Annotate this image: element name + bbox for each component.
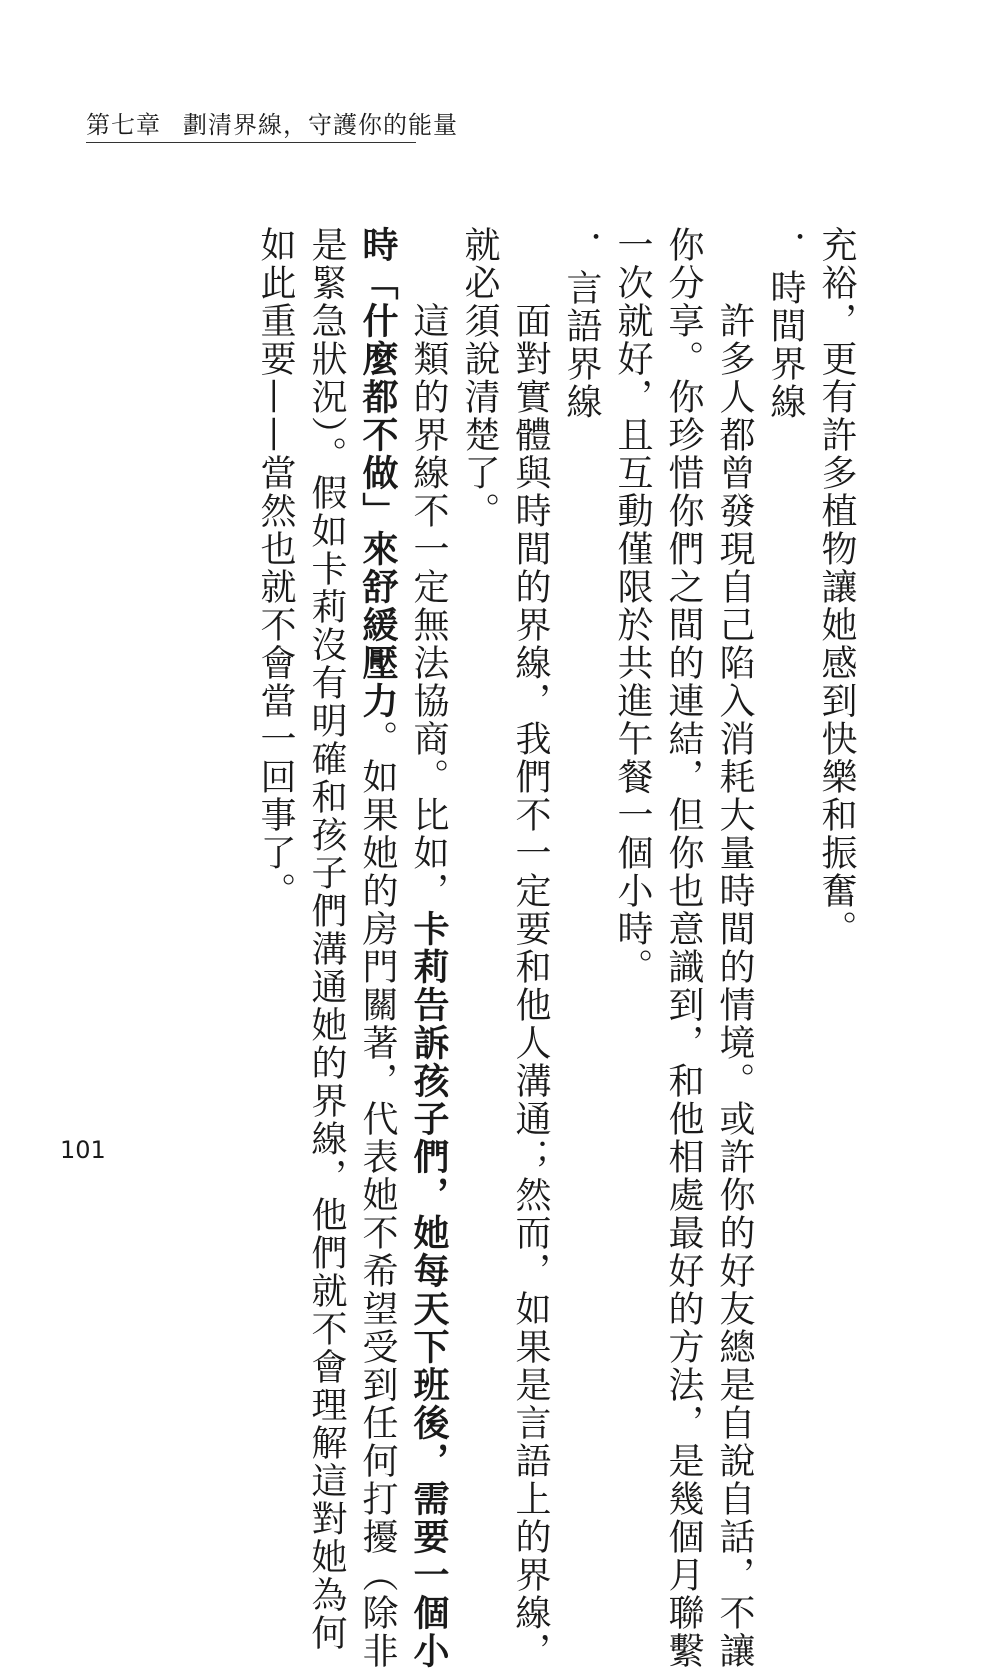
paragraph-line: 充裕，更有許多植物讓她感到快樂和振奮。 xyxy=(816,226,857,948)
paragraph-line xyxy=(403,226,454,1670)
paragraph-line: 如此重要——當然也就不會當一回事了。 xyxy=(255,226,296,910)
indent xyxy=(408,226,449,302)
paragraph-text: 面對實體與時間的界線，我們不一定要和他人溝通；然而，如果是言語上的界線， xyxy=(510,302,551,1670)
paragraph-text: 許多人都曾發現自己陷入消耗大量時間的情境。或許你的好友總是自說自話，不讓 xyxy=(714,302,755,1670)
paragraph-text: 。如果她的房門關著，代表她不希望受到任何打擾（除非 xyxy=(357,720,398,1670)
paragraph-line xyxy=(505,226,556,1670)
chapter-title: 劃清界線，守護你的能量 xyxy=(183,111,458,139)
indent xyxy=(714,226,755,302)
paragraph-line: 一次就好，且互動僅限於共進午餐一個小時。 xyxy=(612,226,653,986)
running-head xyxy=(86,110,458,140)
paragraph-line xyxy=(352,226,403,1670)
indent xyxy=(510,226,551,302)
subheading-time-boundary: ．時間界線 xyxy=(765,231,806,422)
paragraph-line: 是緊急狀況）。假如卡莉沒有明確和孩子們溝通她的界線，他們就不會理解這對她為何 xyxy=(306,226,347,1652)
subheading-verbal-boundary: ．言語界線 xyxy=(561,231,602,422)
paragraph-line xyxy=(709,226,760,1670)
body-text xyxy=(250,226,862,1670)
paragraph-line: 就必須說清楚了。 xyxy=(459,226,500,530)
emphasized-text: 時「什麼都不做」來舒緩壓力 xyxy=(357,226,398,720)
header-rule xyxy=(86,142,416,143)
page-number: 101 xyxy=(60,1136,106,1164)
chapter-label: 第七章 xyxy=(86,111,161,139)
paragraph-line: 你分享。你珍惜你們之間的連結，但你也意識到，和他相處最好的方法，是幾個月聯繫 xyxy=(663,226,704,1670)
emphasized-text: 卡莉告訴孩子們，她每天下班後，需要一個小 xyxy=(408,910,449,1670)
paragraph-text: 這類的界線不一定無法協商。比如， xyxy=(408,302,449,910)
